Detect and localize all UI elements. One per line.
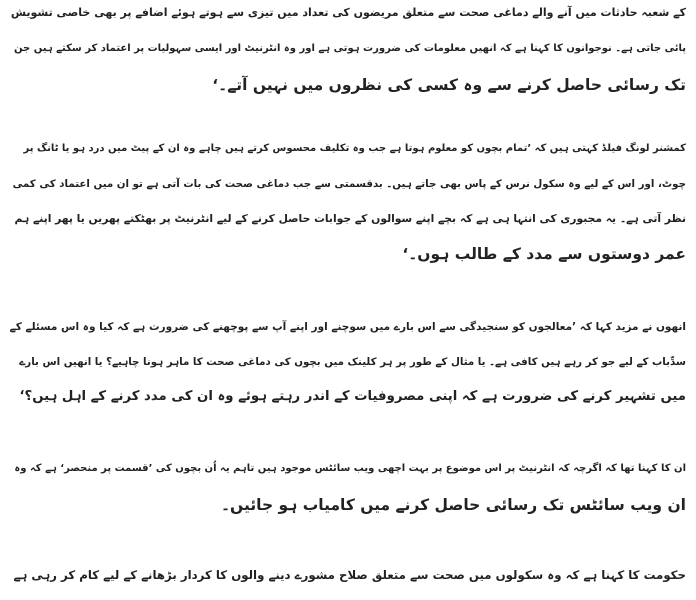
paragraph-4-line-1: ان کا کہنا تھا کہ اگرچہ کہ انٹرنیٹ پر اس موضوع پر بہت اچھی ویب سائٹس موجود ہیں تاہم یہ اُن بچوں کی ’قسمت پر منحصر‘ ہے کہ وہ [14,463,686,474]
paragraph-4-line-2: ان ویب سائٹس تک رسائی حاصل کرنے میں کامیاب ہو جائیں۔ [220,496,686,514]
paragraph-2-line-4: عمر دوستوں سے مدد کے طالب ہوں۔‘ [402,245,686,263]
paragraph-2-line-1: کمشنر لونگ فیلڈ کہتی ہیں کہ ’تمام بچوں کو معلوم ہوتا ہے جب وہ تکلیف محسوس کرتے ہیں چاہے وہ ان کے پیٹ میں درد ہو یا ٹانگ پر [23,143,686,154]
paragraph-5-line-1: حکومت کا کہنا ہے کہ وہ سکولوں میں صحت سے متعلق صلاح مشورے دینے والوں کا کردار بڑھانے کے لیے کام کر رہی ہے [13,568,686,582]
paragraph-2-line-3: نظر آتی ہے۔ یہ مجبوری کی انتہا ہی ہے کہ بچے اپنے سوالوں کے جوابات حاصل کرنے کے لیے انٹرنیٹ پر بھٹکتے پھریں یا پھر اپنے ہم [14,212,686,225]
paragraph-2-line-2: چوٹ، اور اس کے لیے وہ سکول نرس کے پاس بھی جاتے ہیں۔ بدقسمتی سے جب دماغی صحت کی بات آتی ہے تو ان میں اعتماد کی کمی [12,178,686,190]
paragraph-3-line-2: سدِّباب کے لیے جو کر رہے ہیں کافی ہے۔ یا مثال کے طور پر ہر کلینک میں بچوں کی دماغی صحت کا ماہر ہونا چاہیے؟ یا انھیں اس بارے [19,356,686,368]
paragraph-1-line-2: پائی جاتی ہے۔ نوجوانوں کا کہنا ہے کہ انھیں معلومات کی ضرورت ہوتی ہے اور وہ انٹرنیٹ اور ایسی سہولیات پر اعتماد کر سکتے ہیں جن [14,43,686,54]
paragraph-1-line-3: تک رسائی حاصل کرنے سے وہ کسی کی نظروں میں نہیں آتے۔‘ [212,76,686,94]
paragraph-3-line-3: میں تشہیر کرنے کی ضرورت ہے کہ اپنی مصروفیات کے اندر رہتے ہوئے وہ ان کی مدد کرنے کے اہل ہیں؟‘ [19,389,686,404]
paragraph-1-line-1: کے شعبہ حادثات میں آنے والے دماغی صحت سے متعلق مریضوں کی تعداد میں تیزی سے ہوتے ہوئے اضافے پر بھی خاصی تشویش [10,6,686,19]
paragraph-3-line-1: انھوں نے مزید کہا کہ ’معالجوں کو سنجیدگی سے اس بارے میں سوچنے اور اپنے آپ سے پوچھنے کی ضرورت ہے کہ کیا وہ اس مسئلے کے [9,321,686,333]
